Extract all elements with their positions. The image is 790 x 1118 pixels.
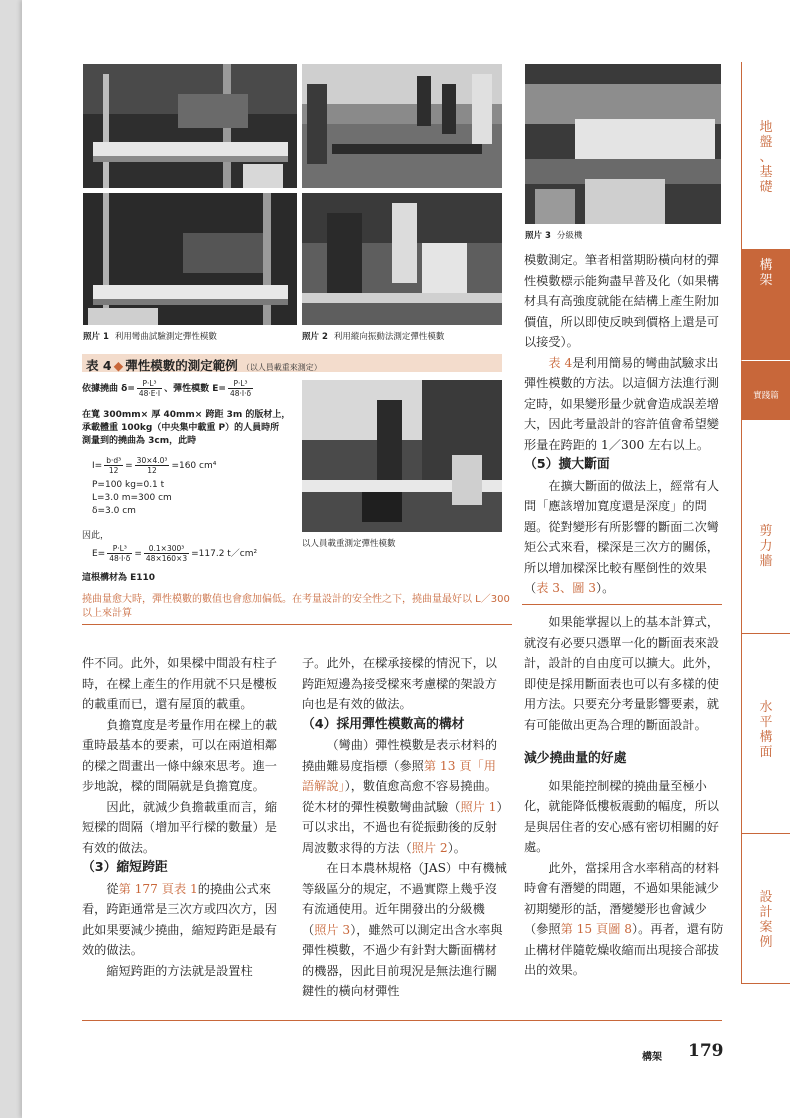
text-column-1	[82, 653, 288, 981]
formula-elastic-modulus: E= $\frac{\text{P·L³}}{48\cdot I\cdot\delta}$ = $\frac{\text{0.1×300³}}{48\times 160\times 3}$ =117.2 t／cm²	[92, 544, 258, 563]
table-4-bottom-rule	[82, 624, 512, 625]
tab-design-cases[interactable]	[741, 834, 790, 984]
table-4-values: P=100 kg=0.1 t L=3.0 m=300 cm δ=3.0 cm	[92, 480, 172, 516]
col1-paragraph: 負擔寬度是考量作用在樑上的載重時最基本的要素，可以在兩道相鄰的樑之間畫出一條中線來思考。進一步地說，樑的間隔就是負擔寬度。	[82, 717, 278, 793]
table-4-header: 表 4 ◆ 彈性模數的測定範例 （以人員載重來測定）	[82, 354, 502, 372]
footer-rule	[82, 1020, 722, 1021]
text-column-3	[524, 250, 724, 599]
cross-reference-link[interactable]: 照片 3	[314, 922, 351, 937]
tab-foundation[interactable]	[741, 62, 790, 250]
tab-shear-wall[interactable]	[741, 420, 790, 634]
heading-high-modulus: （4）採用彈性模數高的構材	[302, 716, 465, 732]
col1-paragraph: 件不同。此外，如果樑中間設有柱子時，在樑上產生的作用就不只是樓板的載重而已，還有屋頂的載重。	[82, 656, 277, 711]
tab-label: 地 盤 、 基 礎	[759, 120, 773, 195]
col3-paragraph: 表 4是利用簡易的彎曲試驗求出彈性模數的方法。以這個方法進行測定時，如果變形量少就會造成誤差增大，因此考量設計的容許值會希望變形量在跨距的 1／300 左右以上。	[524, 355, 719, 452]
photo-3	[525, 64, 721, 224]
tab-label: 剪 力 牆	[759, 524, 773, 569]
heading-benefits: 減少撓曲量的好處	[524, 751, 627, 766]
photo-3-caption: 照片 3 分級機	[525, 231, 583, 241]
cross-reference-link[interactable]: 表 3、圖 3	[536, 581, 597, 595]
tab-label: 構 架	[759, 258, 773, 288]
col3-divider-rule	[522, 604, 722, 605]
photo-2a	[302, 64, 502, 188]
photo-1b	[83, 193, 297, 325]
heading-enlarge-section: （5）擴大斷面	[524, 457, 610, 472]
cross-reference-link[interactable]: 表 4	[548, 355, 573, 370]
cross-reference-link[interactable]: 照片 1	[460, 799, 497, 814]
page-number: 179	[688, 1041, 724, 1061]
formula-deflection: 依據撓曲 δ= $\frac{\text{P·L³}}{48\cdot E\cdot I}$ 、彈性模數 E= $\frac{\text{P·L³}}{48\cdot I\cdot\delta}$	[82, 379, 252, 398]
col2-paragraph: 子。此外，在樑承接樑的情況下，以跨距短邊為接受樑來考慮樑的架設方向也是有效的做法。	[302, 656, 497, 711]
col1-paragraph: 縮短跨距的方法就是設置柱	[106, 963, 253, 978]
photo-4	[302, 380, 502, 532]
col3-paragraph: 此外，當採用含水率稍高的材料時會有潛變的問題，不過如果能減少初期變形的話，潛變變形也會減少（參照第 15 頁圖 8）。再者，還有防止構材伴隨乾燥收縮而出現接合部拔出的效果。	[524, 860, 724, 977]
col3-paragraph: 如果能掌握以上的基本計算式，就沒有必要只憑單一化的斷面表來設計，設計的自由度可以擴大。此外，即使是採用斷面表也可以有多樣的使用方法。只要充分考量影響要素，就有可能做出更為合理的斷面設計。	[524, 615, 720, 732]
col1-paragraph: 從第 177 頁表 1的撓曲公式來看，跨距通常是三次方或四次方，因此如果要減少撓曲，縮短跨距是最有效的做法。	[82, 881, 277, 957]
tab-practice[interactable]	[741, 360, 790, 420]
table-4-note: 撓曲量愈大時，彈性模數的數值也會愈加偏低。在考量設計的安全性之下，撓曲量最好以 L／300 以上來計算	[82, 594, 510, 619]
photo-2b	[302, 193, 502, 325]
col3-paragraph: 模數測定。筆者相當期盼橫向材的彈性模數標示能夠盡早普及化（如果構材具有高強度就能在結構上產生附加價值，所以即使反映到價格上還是可以接受）。	[524, 253, 719, 349]
tab-label: 水 平 構 面	[759, 700, 773, 760]
tab-horizontal-plane[interactable]	[741, 634, 790, 834]
photo-2-caption: 照片 2 利用縱向振動法測定彈性模數	[302, 332, 445, 342]
cross-reference-link[interactable]: 第 13 頁「用語解說」	[302, 758, 496, 793]
footer-section-name: 構架	[642, 1052, 662, 1063]
col2-paragraph: 在日本農林規格（JAS）中有機械等級區分的規定，不過實際上幾乎沒有流通使用。近年開發出的分級機（照片 3），雖然可以測定出含水率與彈性模數，不過少有針對大斷面構材的機器，因此目前現況是無法進行關鍵性的橫向材彈性	[302, 861, 507, 998]
col3-paragraph: 在擴大斷面的做法上，經常有人問「應該增加寬度還是深度」的問題。從對變形有所影響的斷面二次彎矩公式來看，樑深是三次方的關係，所以增加樑深比較有壓倒性的效果（表 3、圖 3）。	[524, 478, 720, 595]
photo-1-caption: 照片 1 利用彎曲試驗測定彈性模數	[83, 332, 217, 342]
text-column-3-lower	[524, 612, 724, 981]
spacer	[524, 735, 724, 749]
table-4-conclusion: 這根構材為 E110	[82, 573, 156, 583]
photo-4-caption: 以人員載重測定彈性模數	[302, 539, 396, 549]
formula-moment-of-inertia: I= $\frac{\text{b·d³}}{12}$ = $\frac{\text{30×4.0³}}{12}$ =160 cm⁴	[92, 456, 217, 475]
tab-label: 設 計 案 例	[759, 890, 773, 950]
cross-reference-link[interactable]: 第 177 頁表 1	[118, 881, 198, 896]
cross-reference-link[interactable]: 第 15 頁圖 8	[560, 922, 633, 936]
page-binding-edge	[0, 0, 22, 1118]
cross-reference-link[interactable]: 照片 2	[411, 840, 448, 855]
tab-framework[interactable]	[741, 250, 790, 360]
text-column-2	[302, 653, 508, 1002]
heading-shorten-span: （3）縮短跨距	[82, 860, 168, 875]
tab-label: 實踐篇	[753, 391, 779, 401]
table-4-conditions: 在寬 300mm× 厚 40mm× 跨距 3m 的版材上， 承載體重 100kg（中央集中載重 P）的人員時所 測量到的撓曲為 3cm，此時	[82, 410, 291, 446]
table-4-therefore: 因此，	[82, 531, 110, 541]
photo-1a	[83, 64, 297, 188]
col3-paragraph: 如果能控制樑的撓曲量至極小化，就能降低樓板震動的幅度，所以是與居住者的安心感有密切相關的好處。	[524, 778, 719, 854]
col2-paragraph: （彎曲）彈性模數是表示材料的撓曲難易度指標（參照第 13 頁「用語解說」），數值愈高愈不容易撓曲。從木材的彈性模數彎曲試驗（照片 1）可以求出，不過也有從振動後的反射周波數求得的方法（照片 2）。	[302, 738, 503, 855]
col1-paragraph: 因此，就減少負擔載重而言，縮短樑的間隔（增加平行樑的數量）是有效的做法。	[82, 799, 278, 855]
